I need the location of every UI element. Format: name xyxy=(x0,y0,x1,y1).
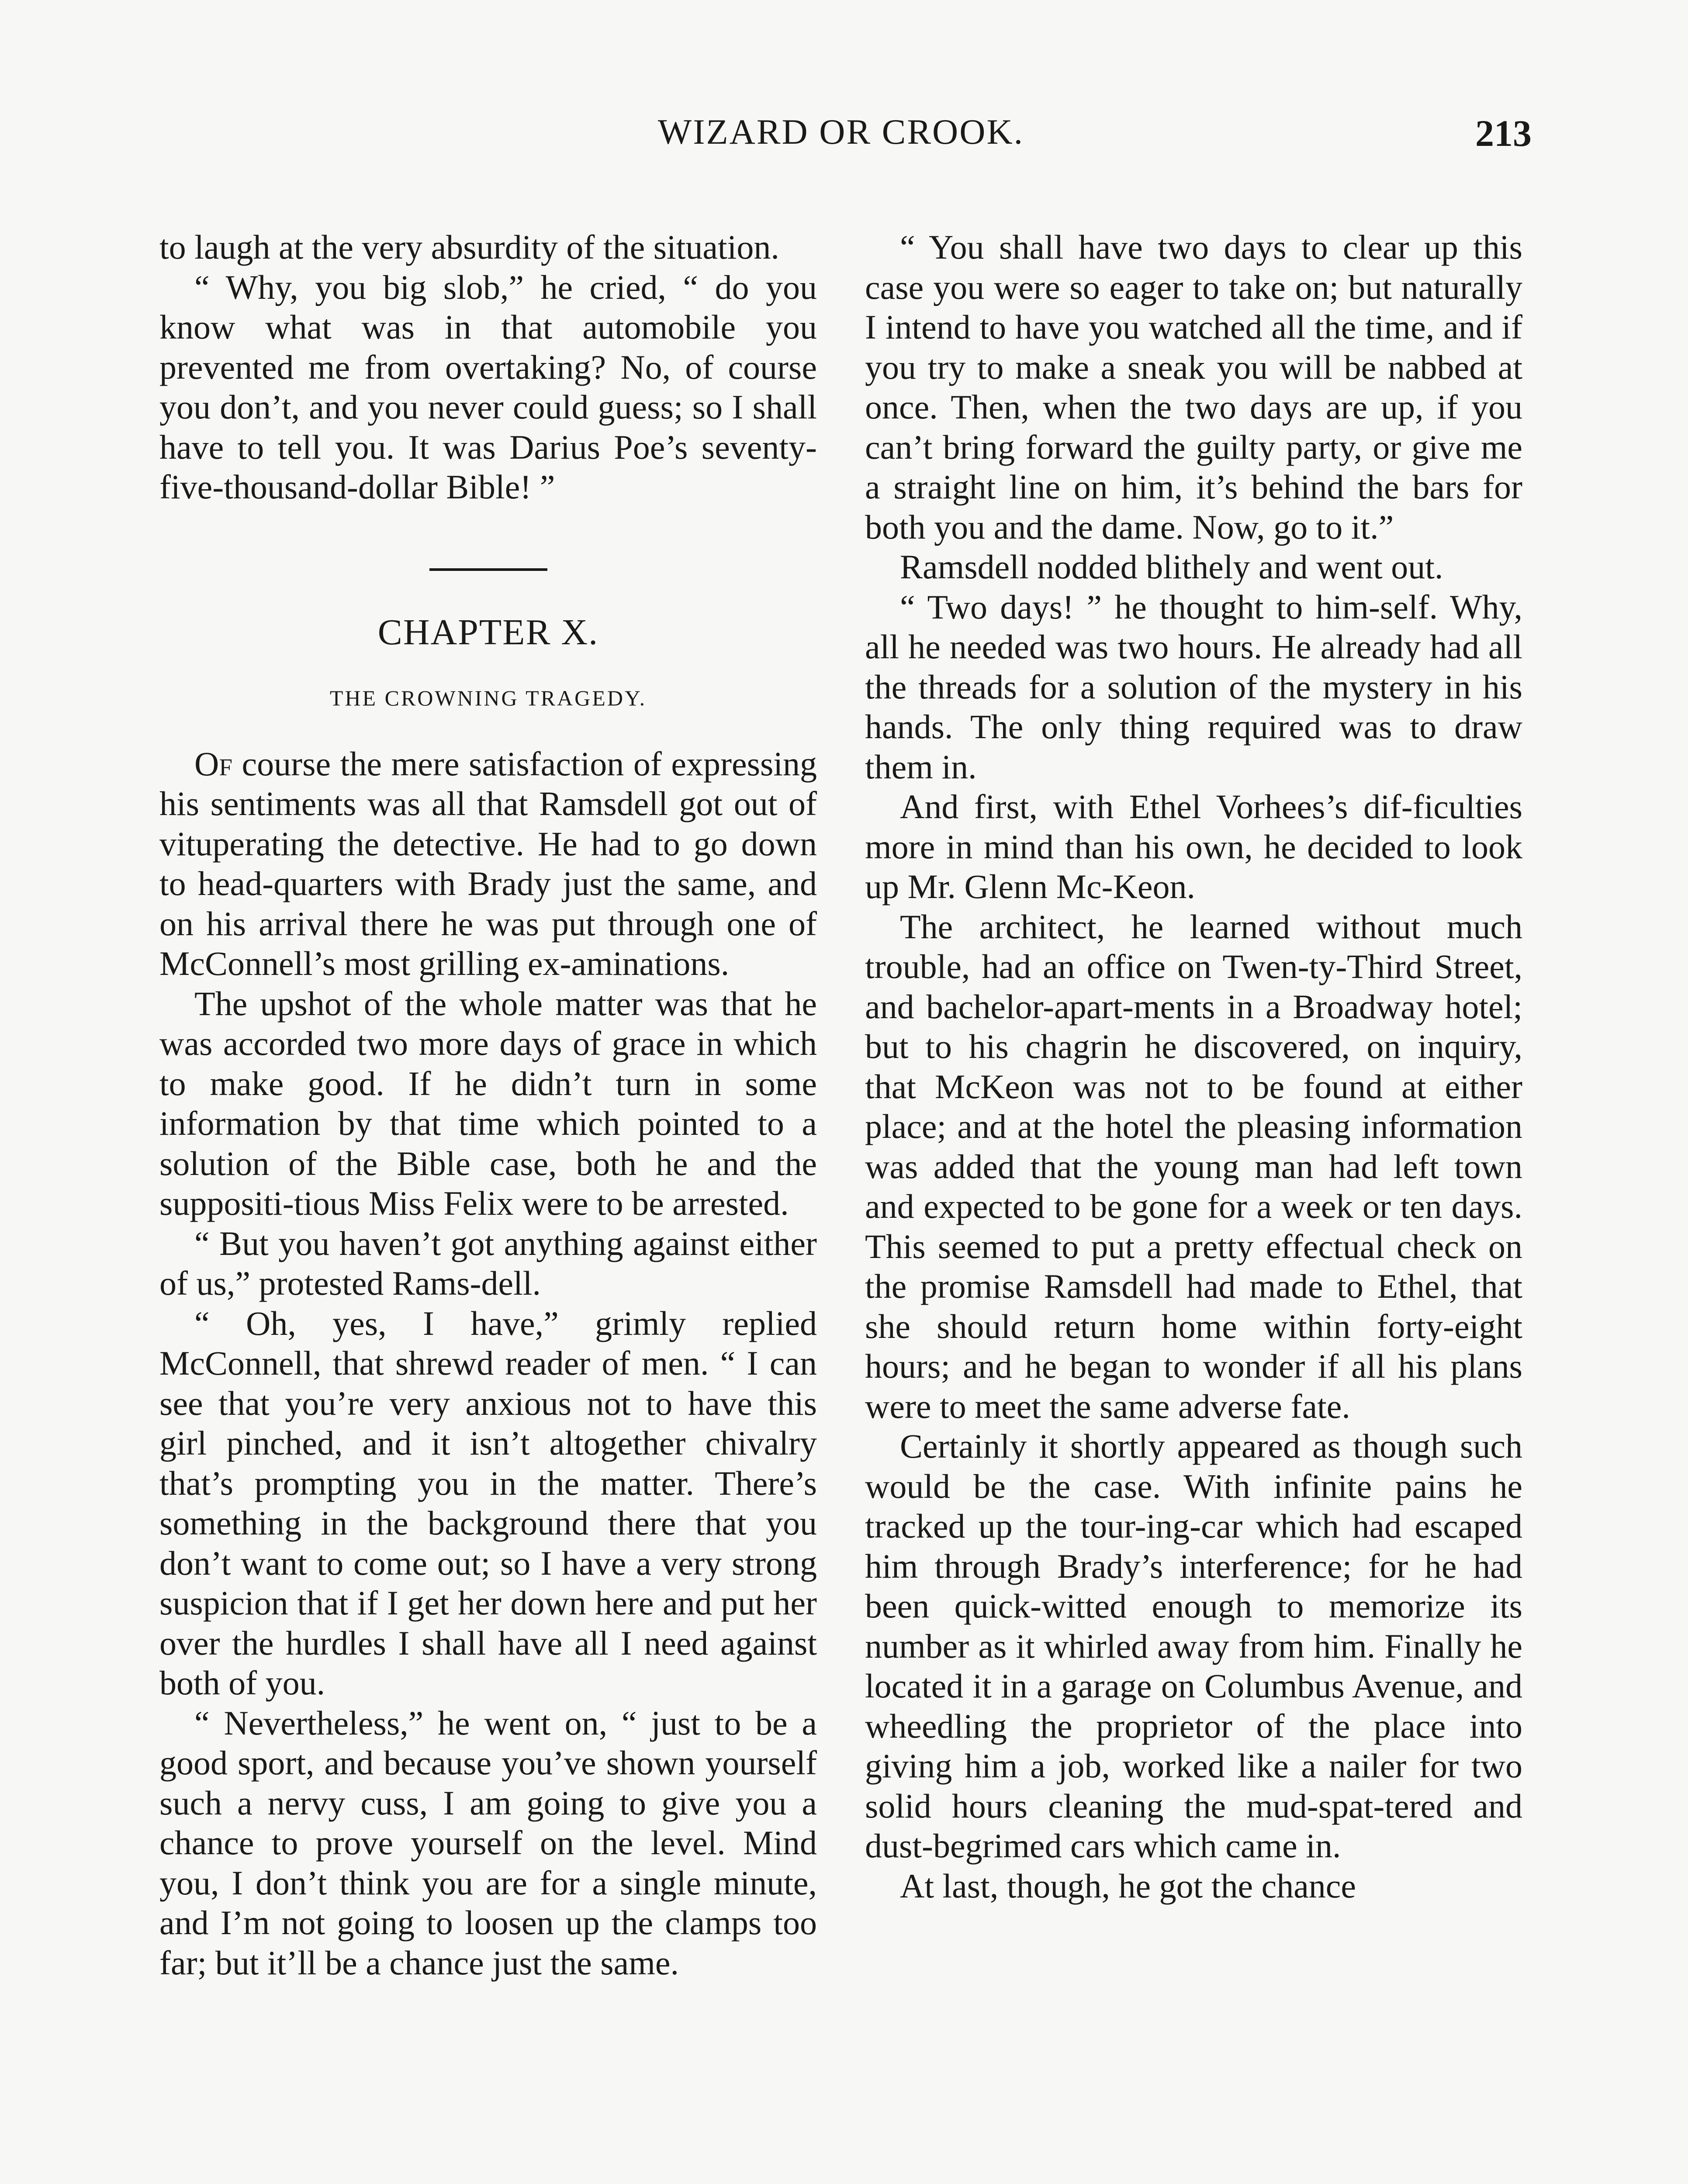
paragraph-text: course the mere satisfaction of expressing his sentiments was all that Ramsdell got out of vituperating the detective. He had to go down to head-quarters with Brady just the same, and on his arrival there he was put through one of McConnell’s most grilling ex-aminations. xyxy=(159,744,817,982)
page-number: 213 xyxy=(1475,112,1532,154)
paragraph: “ Nevertheless,” he went on, “ just to be a good sport, and because you’ve shown yourself such a nervy cuss, I am going to give you a chance to prove yourself on the level. Mind you, I don’t think you are for a single minute, and I’m not going to loosen up the clamps too far; but it’ll be a chance just the same. xyxy=(159,1704,817,1982)
paragraph: Ramsdell nodded blithely and went out. xyxy=(900,548,1443,586)
paragraph: “ Oh, yes, I have,” grimly replied McConnell, that shrewd reader of men. “ I can see that you’re very anxious not to have this girl pinched, and it isn’t altogether chivalry that’s prompting you in the matter. There’s something in the background there that you don’t want to come out; so I have a very strong suspicion that if I get her down here and put her over the hurdles I shall have all I need against both of you. xyxy=(159,1304,817,1702)
section-divider xyxy=(429,568,547,571)
paragraph: “ But you haven’t got anything against either of us,” protested Rams-dell. xyxy=(159,1224,817,1302)
paragraph: The upshot of the whole matter was that he was accorded two more days of grace in which to make good. If he didn’t turn in some information by that time which pointed to a solution of the Bible case, both he and the suppositi-tious Miss Felix were to be arrested. xyxy=(159,984,817,1222)
paragraph: “ Why, you big slob,” he cried, “ do you know what was in that automobile you prevented me from overtaking? No, of course you don’t, and you never could guess; so I shall have to tell you. It was Darius Poe’s seventy-five-thousand-dollar Bible! ” xyxy=(159,268,817,506)
paragraph: “ Two days! ” he thought to him-self. Why, all he needed was two hours. He already had all the threads for a solution of the mystery in his hands. The only thing required was to draw them in. xyxy=(865,587,1522,786)
paragraph: “ You shall have two days to clear up this case you were so eager to take on; but naturally I intend to have you watched all the time, and if you try to make a sneak you will be nabbed at once. Then, when the two days are up, if you can’t bring forward the guilty party, or give me a straight line on him, it’s behind the bars for both you and the dame. Now, go to it.” xyxy=(865,228,1522,546)
page-header xyxy=(153,111,1532,173)
paragraph: And first, with Ethel Vorhees’s dif-ficulties more in mind than his own, he decided to look up Mr. Glenn Mc-Keon. xyxy=(865,788,1522,905)
chapter-subtitle: THE CROWNING TRAGEDY. xyxy=(329,686,647,710)
paragraph: The architect, he learned without much trouble, had an office on Twen-ty-Third Street, and bachelor-apart-ments in a Broadway hotel; but to his chagrin he discovered, on inquiry, that McKeon was not to be found at either place; and at the hotel the pleasing information was added that the young man had left town and expected to be gone for a week or ten days. This seemed to put a pretty effectual check on the promise Ramsdell had made to Ethel, that she should return home within forty-eight hours; and he began to wonder if all his plans were to meet the same adverse fate. xyxy=(865,907,1522,1425)
paragraph: to laugh at the very absurdity of the situation. xyxy=(159,228,779,266)
chapter-heading: CHAPTER X. xyxy=(377,612,599,653)
paragraph: At last, though, he got the chance xyxy=(900,1866,1356,1905)
right-column xyxy=(865,227,1522,1906)
drop-cap: Of xyxy=(194,744,232,783)
left-column xyxy=(159,227,817,1983)
running-title: WIZARD OR CROOK. xyxy=(657,112,1024,152)
paragraph xyxy=(159,744,817,984)
paragraph: Certainly it shortly appeared as though such would be the case. With infinite pains he tracked up the tour-ing-car which had escaped him through Brady’s interference; for he had been quick-witted enough to memorize its number as it whirled away from him. Finally he located it in a garage on Columbus Avenue, and wheedling the proprietor of the place into giving him a job, worked like a nailer for two solid hours cleaning the mud-spat-tered and dust-begrimed cars which came in. xyxy=(865,1427,1522,1865)
